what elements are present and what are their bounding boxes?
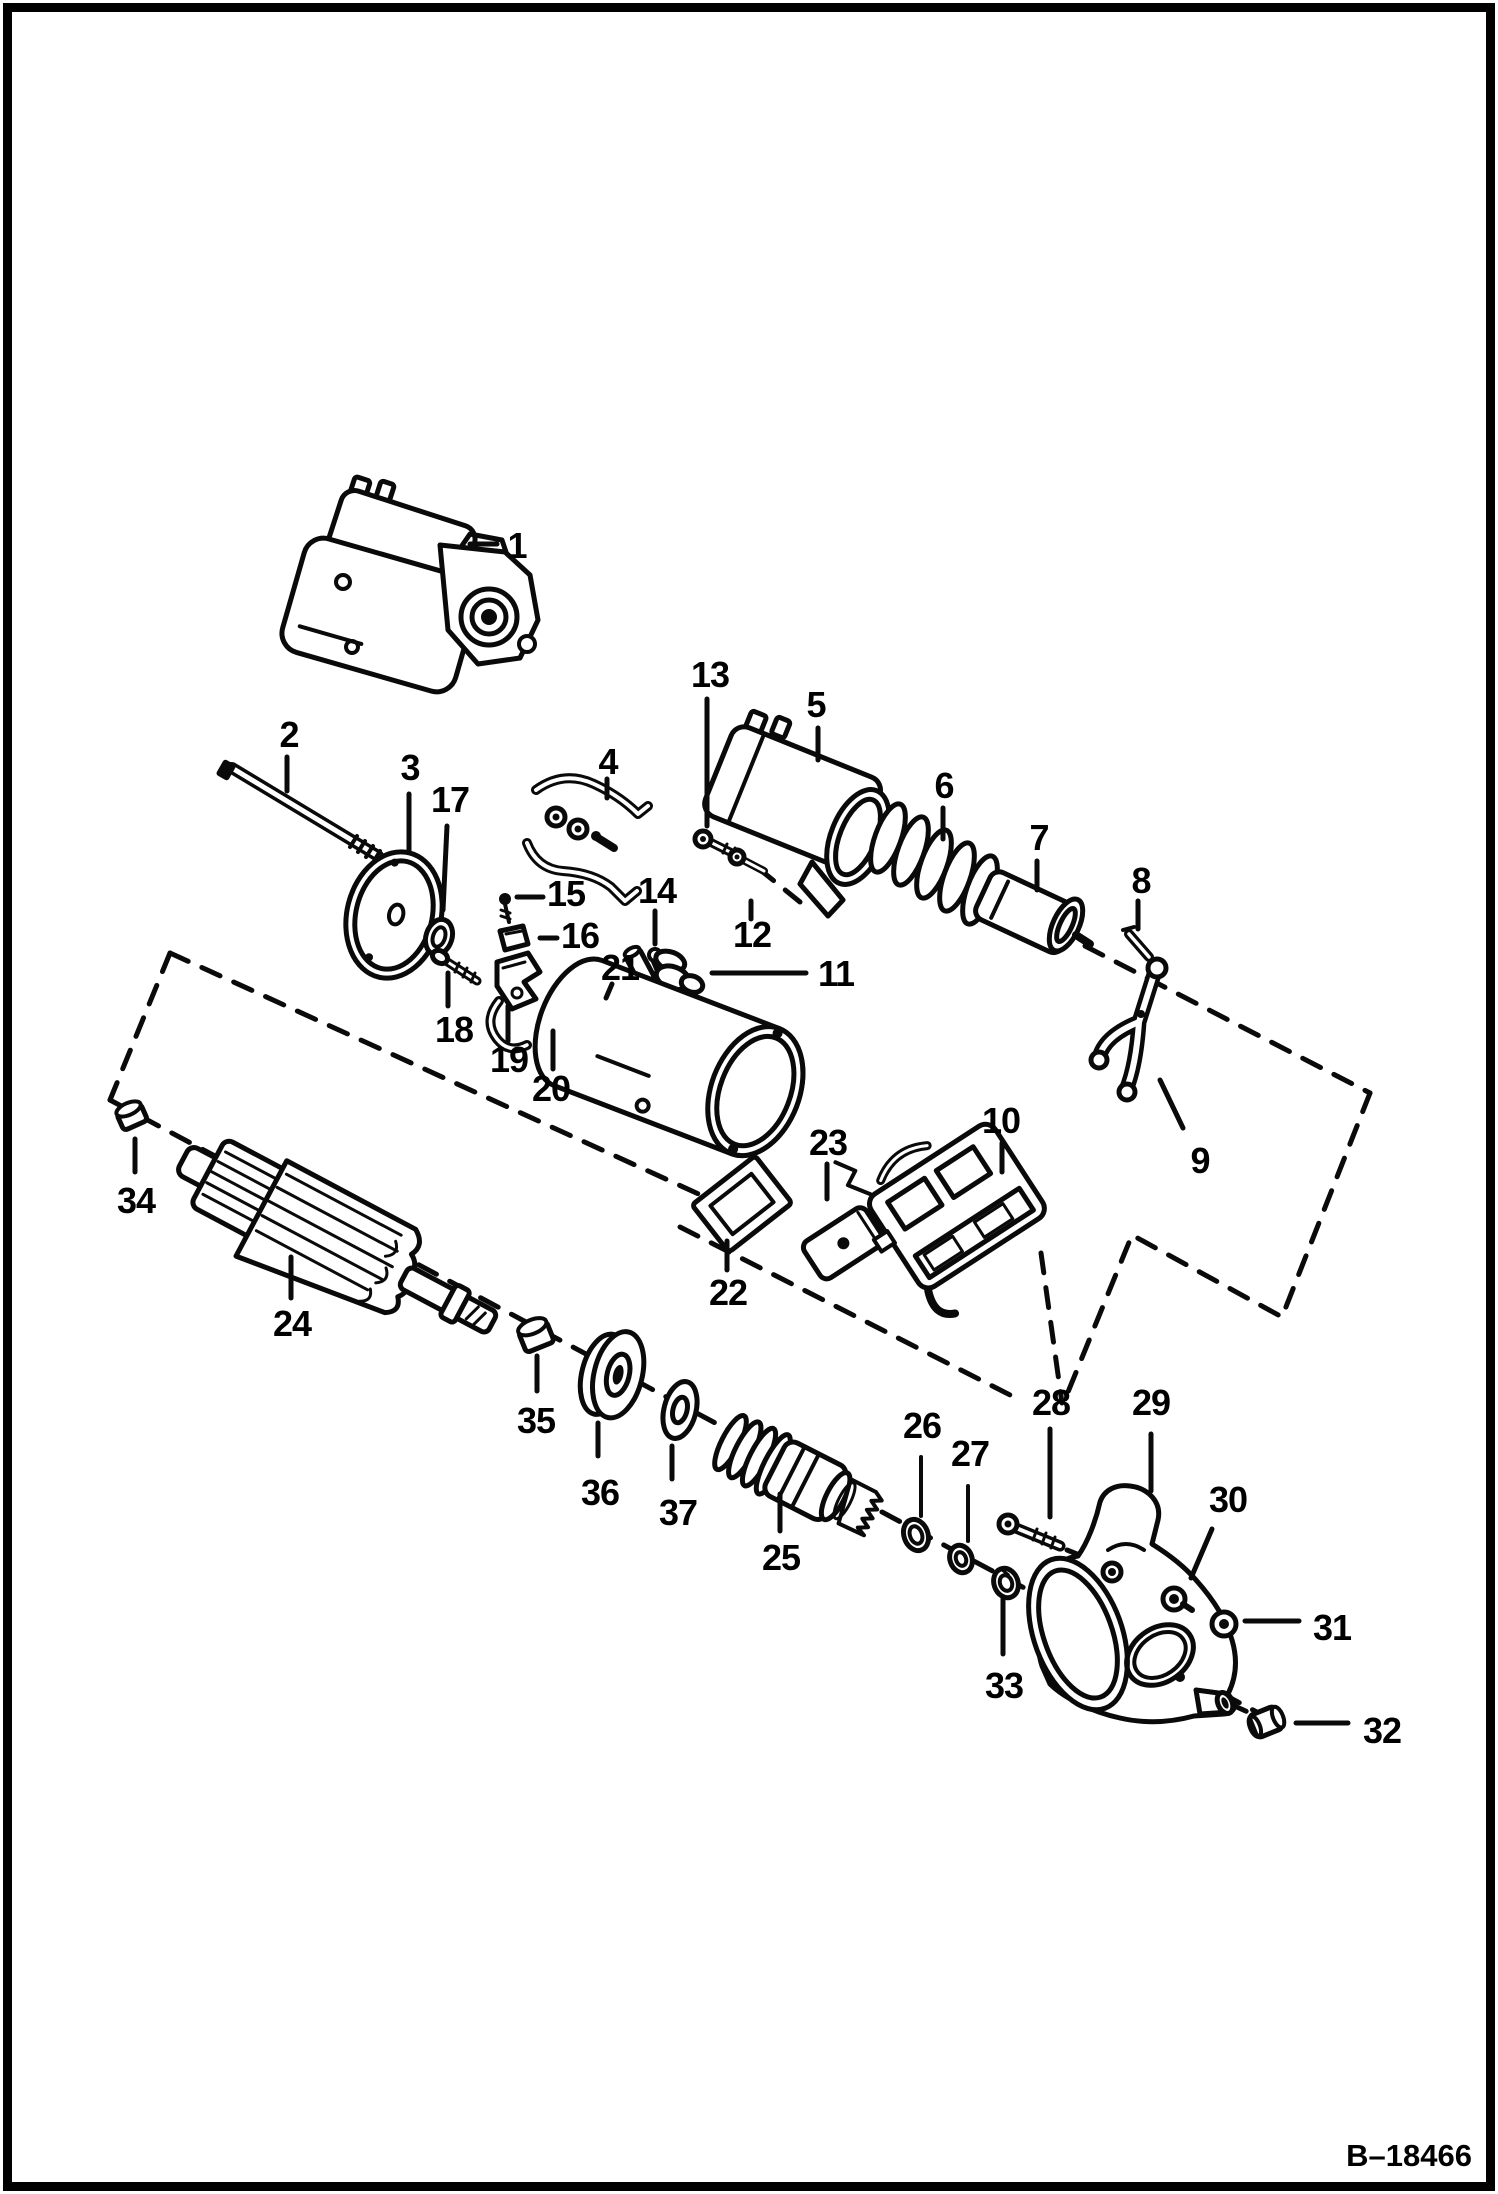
callout-6: 6 xyxy=(934,765,954,806)
callout-30: 30 xyxy=(1208,1479,1248,1520)
callout-23: 23 xyxy=(808,1122,848,1163)
figure-reference-code: B–18466 xyxy=(1346,2138,1472,2173)
callout-31: 31 xyxy=(1312,1607,1352,1648)
callout-24: 24 xyxy=(272,1303,312,1344)
callout-21: 21 xyxy=(600,947,640,988)
callout-13: 13 xyxy=(690,654,730,695)
callout-4: 4 xyxy=(598,741,618,782)
callout-14: 14 xyxy=(637,870,677,911)
callout-11: 11 xyxy=(817,953,855,994)
callout-35: 35 xyxy=(516,1400,556,1441)
callout-28: 28 xyxy=(1031,1382,1071,1423)
callout-29: 29 xyxy=(1131,1382,1171,1423)
callout-32: 32 xyxy=(1362,1710,1402,1751)
callout-7: 7 xyxy=(1029,817,1049,858)
callout-15: 15 xyxy=(546,873,586,914)
callout-36: 36 xyxy=(580,1472,620,1513)
callout-10: 10 xyxy=(981,1100,1021,1141)
callout-8: 8 xyxy=(1131,860,1151,901)
callout-26: 26 xyxy=(902,1405,942,1446)
callout-25: 25 xyxy=(761,1537,801,1578)
callout-17: 17 xyxy=(430,779,470,820)
callout-33: 33 xyxy=(984,1665,1024,1706)
callout-12: 12 xyxy=(732,914,772,955)
callout-18: 18 xyxy=(434,1009,474,1050)
callout-20: 20 xyxy=(531,1068,571,1109)
callout-3: 3 xyxy=(400,747,420,788)
callout-1: 1 xyxy=(507,525,527,566)
callout-9: 9 xyxy=(1190,1140,1210,1181)
callout-2: 2 xyxy=(279,714,299,755)
callout-5: 5 xyxy=(806,684,826,725)
callout-34: 34 xyxy=(116,1180,156,1221)
callout-37: 37 xyxy=(658,1492,698,1533)
callout-16: 16 xyxy=(560,915,600,956)
callout-27: 27 xyxy=(950,1433,990,1474)
callout-22: 22 xyxy=(708,1272,748,1313)
callout-19: 19 xyxy=(489,1039,529,1080)
